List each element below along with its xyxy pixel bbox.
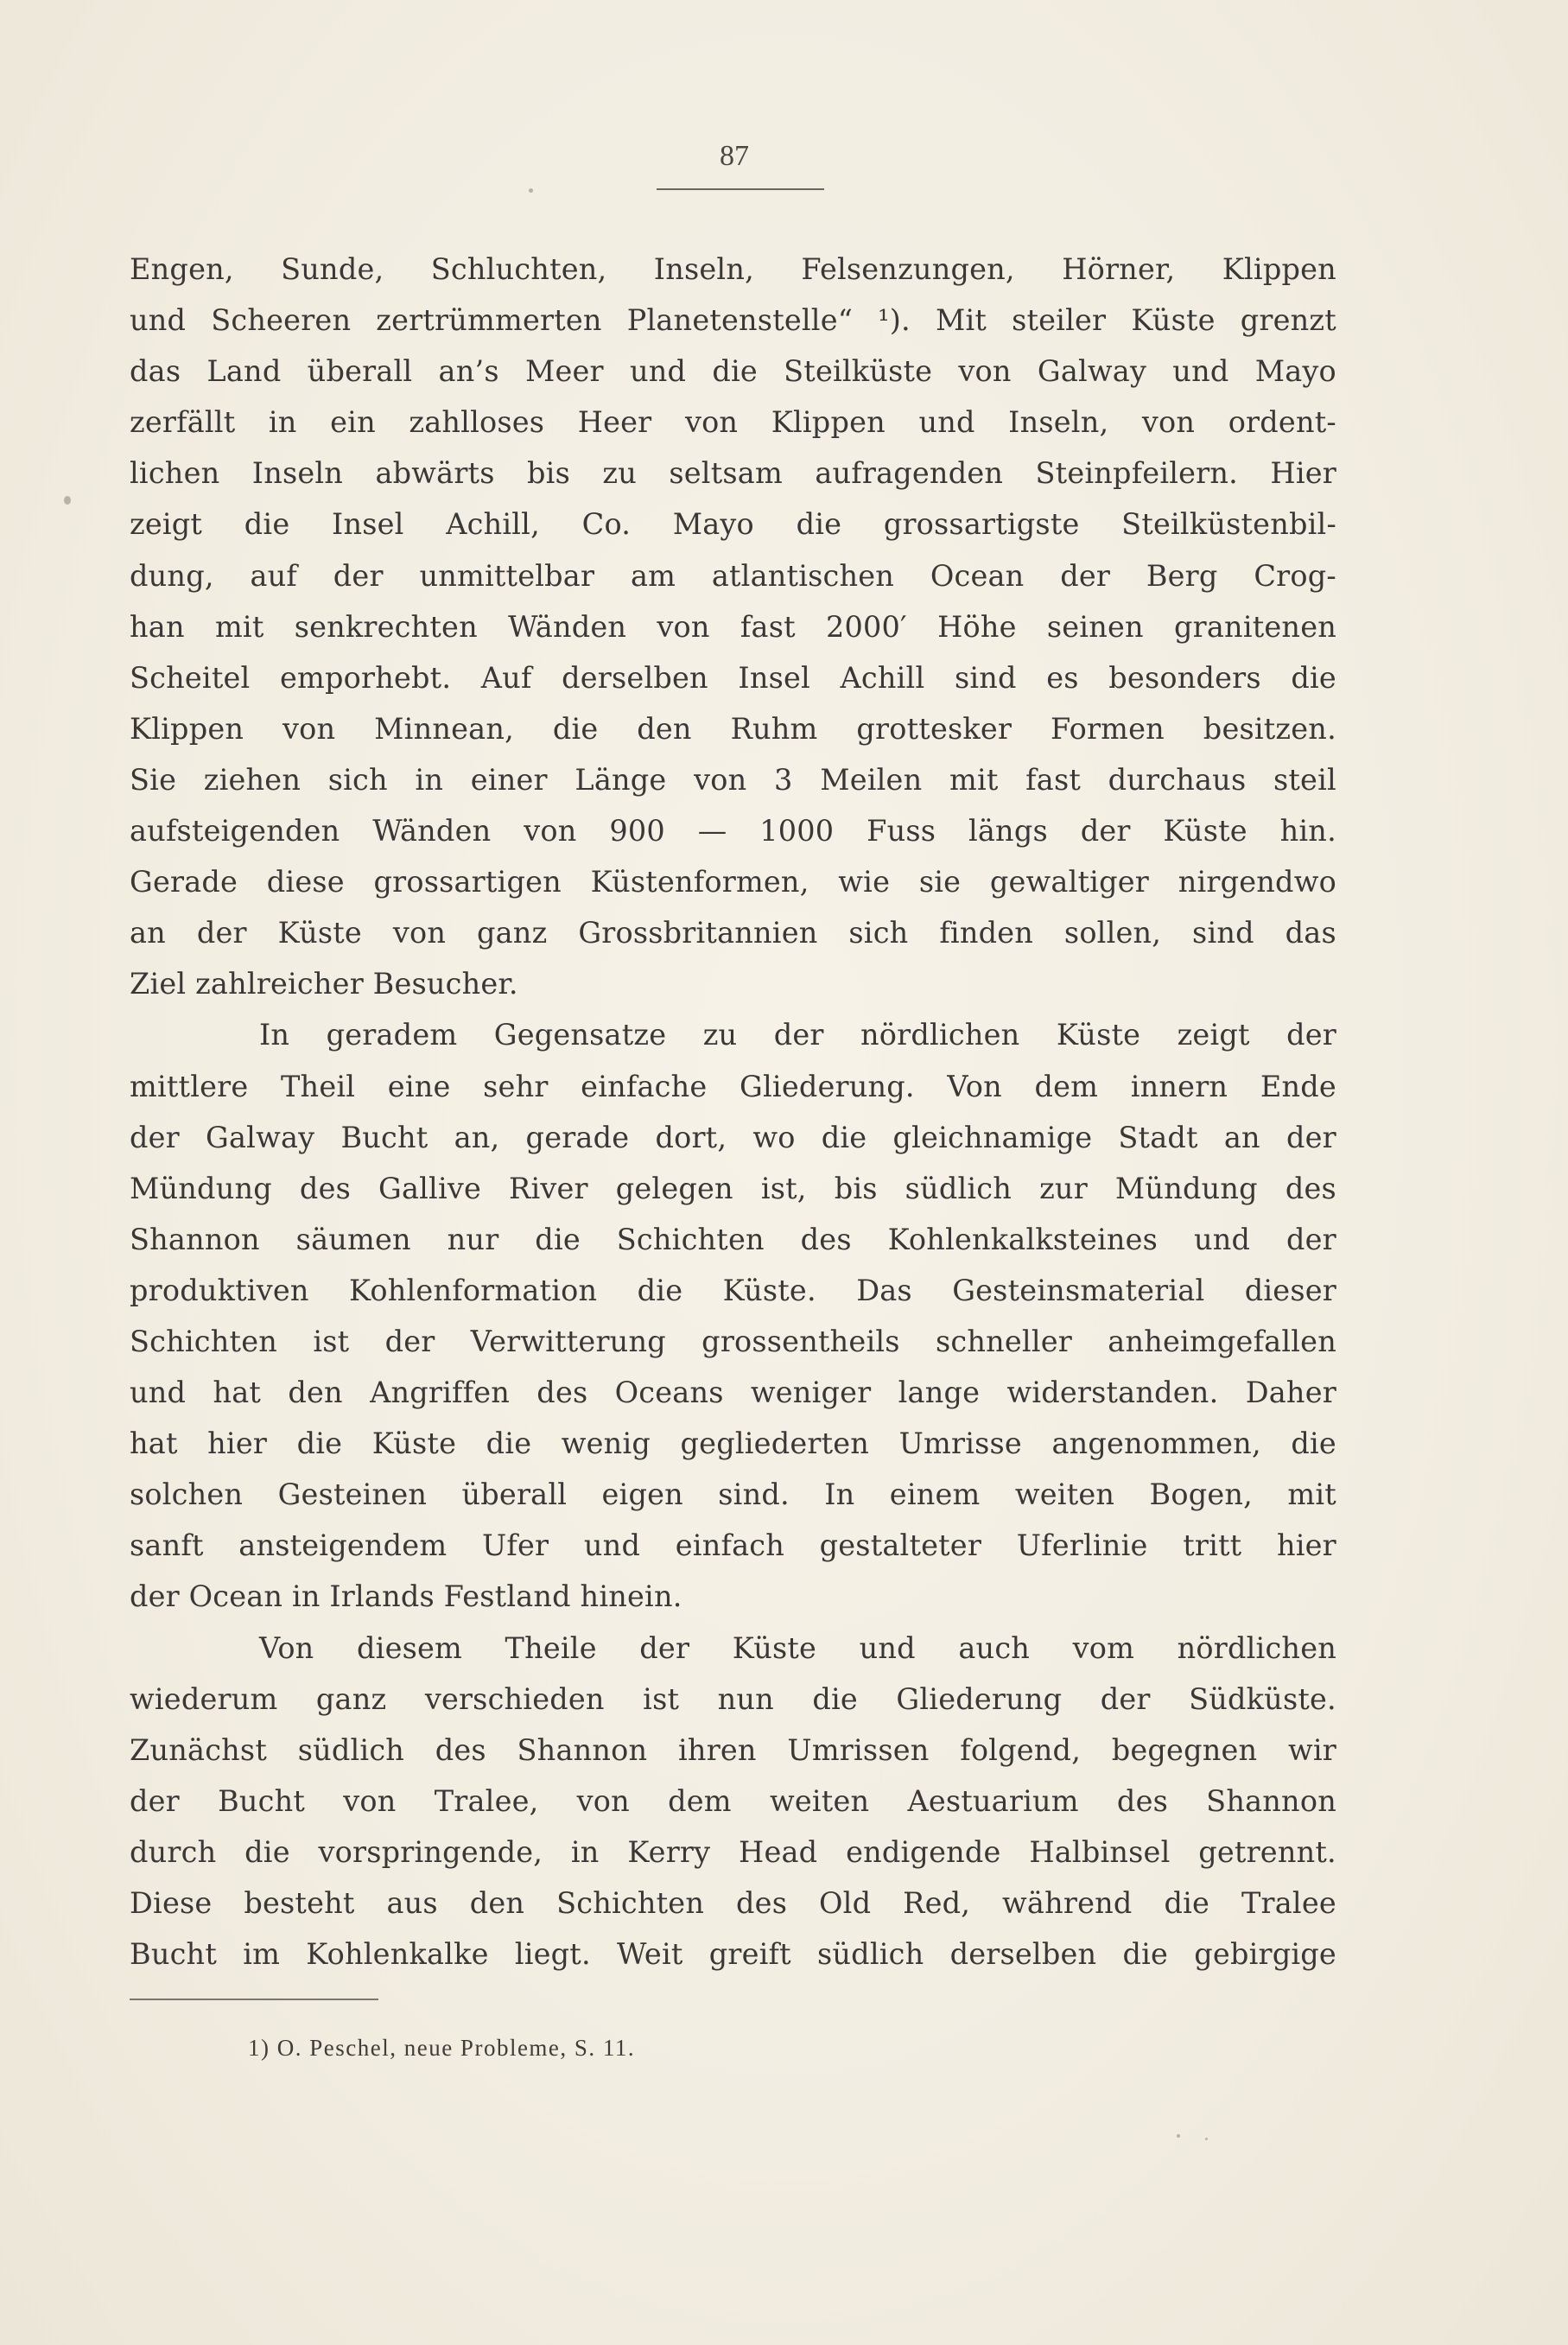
paper-speck (1177, 2134, 1180, 2138)
paper-speck (1205, 2138, 1208, 2140)
text-line: In geradem Gegensatze zu der nördlichen Küste zeigt der (259, 1018, 1336, 1052)
text-line: das Land überall an’s Meer und die Steilküste von Galway und Mayo (130, 354, 1336, 389)
text-line: Ziel zahlreicher Besucher. (130, 967, 518, 1001)
paper-speck (64, 496, 71, 505)
text-line: Gerade diese grossartigen Küstenformen, wie sie gewaltiger nirgendwo (130, 865, 1336, 899)
text-line: durch die vorspringende, in Kerry Head endigende Halbinsel getrennt. (130, 1834, 1336, 1869)
body-text (130, 244, 1336, 1980)
text-line: zerfällt in ein zahlloses Heer von Klippen und Inseln, von ordent- (130, 405, 1336, 440)
header-rule (657, 188, 824, 190)
text-line: Von diesem Theile der Küste und auch vom nördlichen (259, 1630, 1336, 1665)
text-line: sanft ansteigendem Ufer und einfach gestalteter Uferlinie tritt hier (130, 1528, 1336, 1563)
text-line: zeigt die Insel Achill, Co. Mayo die grossartigste Steilküstenbil- (130, 507, 1336, 542)
text-line: und hat den Angriffen des Oceans weniger lange widerstanden. Daher (130, 1376, 1336, 1410)
text-line: Mündung des Gallive River gelegen ist, bis südlich zur Mündung des (130, 1171, 1336, 1205)
text-line: der Ocean in Irlands Festland hinein. (130, 1579, 682, 1614)
text-line: hat hier die Küste die wenig gegliederten Umrisse angenommen, die (130, 1427, 1336, 1461)
text-line: Shannon säumen nur die Schichten des Kohlenkalksteines und der (130, 1222, 1336, 1256)
text-line: der Galway Bucht an, gerade dort, wo die gleichnamige Stadt an der (130, 1120, 1336, 1154)
paper-speck (529, 188, 533, 193)
text-line: Zunächst südlich des Shannon ihren Umrissen folgend, begegnen wir (130, 1732, 1336, 1767)
text-line: Bucht im Kohlenkalke liegt. Weit greift südlich derselben die gebirgige (130, 1937, 1336, 1972)
text-line: solchen Gesteinen überall eigen sind. In einem weiten Bogen, mit (130, 1478, 1336, 1512)
footnote-rule (130, 1999, 378, 2000)
text-line: Engen, Sunde, Schluchten, Inseln, Felsenzungen, Hörner, Klippen (130, 252, 1336, 286)
text-line: Sie ziehen sich in einer Länge von 3 Meilen mit fast durchaus steil (130, 762, 1336, 797)
text-line: und Scheeren zertrümmerten Planetenstelle“ ¹). Mit steiler Küste grenzt (130, 303, 1336, 338)
text-line: Klippen von Minnean, die den Ruhm grottesker Formen besitzen. (130, 711, 1336, 746)
footnote: 1) O. Peschel, neue Probleme, S. 11. (248, 2035, 636, 2061)
text-line: der Bucht von Tralee, von dem weiten Aestuarium des Shannon (130, 1783, 1336, 1818)
text-line: Diese besteht aus den Schichten des Old Red, während die Tralee (130, 1886, 1336, 1920)
text-line: Schichten ist der Verwitterung grossentheils schneller anheimgefallen (130, 1324, 1336, 1358)
text-line: aufsteigenden Wänden von 900 — 1000 Fuss längs der Küste hin. (130, 814, 1336, 848)
text-line: lichen Inseln abwärts bis zu seltsam aufragenden Steinpfeilern. Hier (130, 456, 1336, 491)
text-line: Scheitel emporhebt. Auf derselben Insel Achill sind es besonders die (130, 660, 1336, 695)
text-line: produktiven Kohlenformation die Küste. Das Gesteinsmaterial dieser (130, 1273, 1336, 1307)
text-line: han mit senkrechten Wänden von fast 2000′ Höhe seinen granitenen (130, 609, 1336, 644)
text-line: an der Küste von ganz Grossbritannien sich finden sollen, sind das (130, 916, 1336, 950)
page-number: 87 (720, 140, 749, 172)
text-line: dung, auf der unmittelbar am atlantischen Ocean der Berg Crog- (130, 558, 1336, 593)
text-line: mittlere Theil eine sehr einfache Gliederung. Von dem innern Ende (130, 1069, 1336, 1103)
text-line: wiederum ganz verschieden ist nun die Gliederung der Südküste. (130, 1681, 1336, 1716)
